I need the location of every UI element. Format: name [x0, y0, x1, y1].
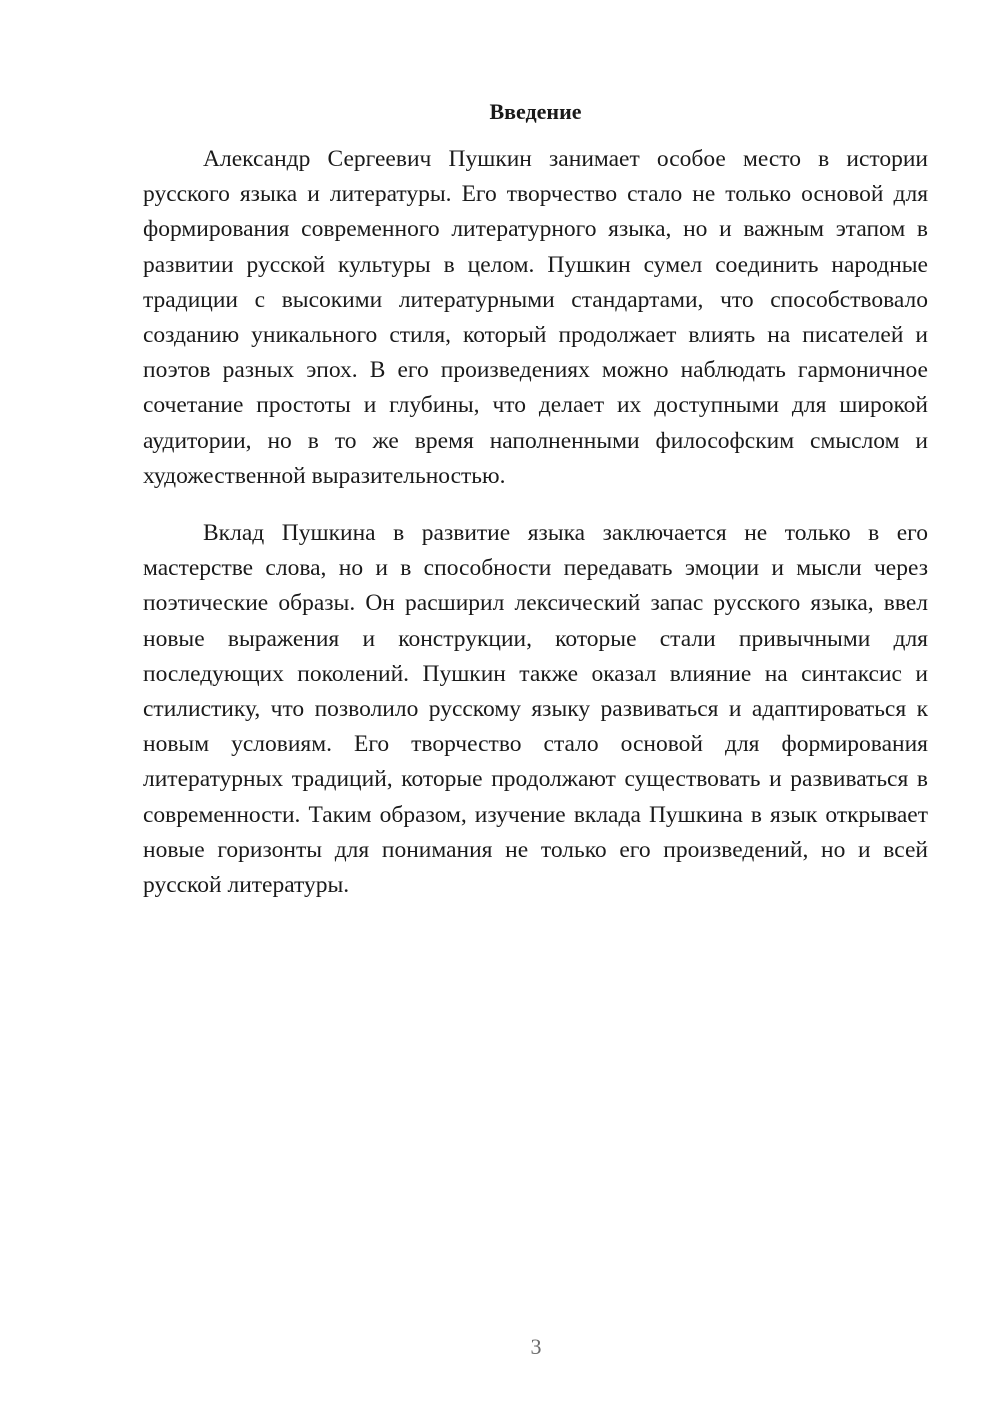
section-heading: Введение	[489, 99, 582, 124]
page-number: 3	[530, 1334, 542, 1359]
intro-paragraph-2: Вклад Пушкина в развитие языка заключается не только в его мастерстве слова, но и в способности передавать эмоции и мысли через поэтические образы. Он расширил лексический запас русского языка, ввел новые выражения и конструкции, которые стали привычными для последующих поколений. Пушкин также оказал влияние на синтаксис и стилистику, что позволило русскому языку развиваться и адаптироваться к новым условиям. Его творчество стало основой для формирования литературных традиций, которые продолжают существовать и развиваться в современности. Таким образом, изучение вклада Пушкина в язык открывает новые горизонты для понимания не только его произведений, но и всей русской литературы.	[143, 520, 928, 899]
intro-paragraph-1: Александр Сергеевич Пушкин занимает особое место в истории русского языка и литературы. Его творчество стало не только основой для формирования современного литературного языка, но и важным этапом в развитии русской культуры в целом. Пушкин сумел соединить народные традиции с высокими литературными стандартами, что способствовало созданию уникального стиля, который продолжает влиять на писателей и поэтов разных эпох. В его произведениях можно наблюдать гармоничное сочетание простоты и глубины, что делает их доступными для широкой аудитории, но в то же время наполненными философским смыслом и художественной выразительностью.	[143, 146, 928, 489]
